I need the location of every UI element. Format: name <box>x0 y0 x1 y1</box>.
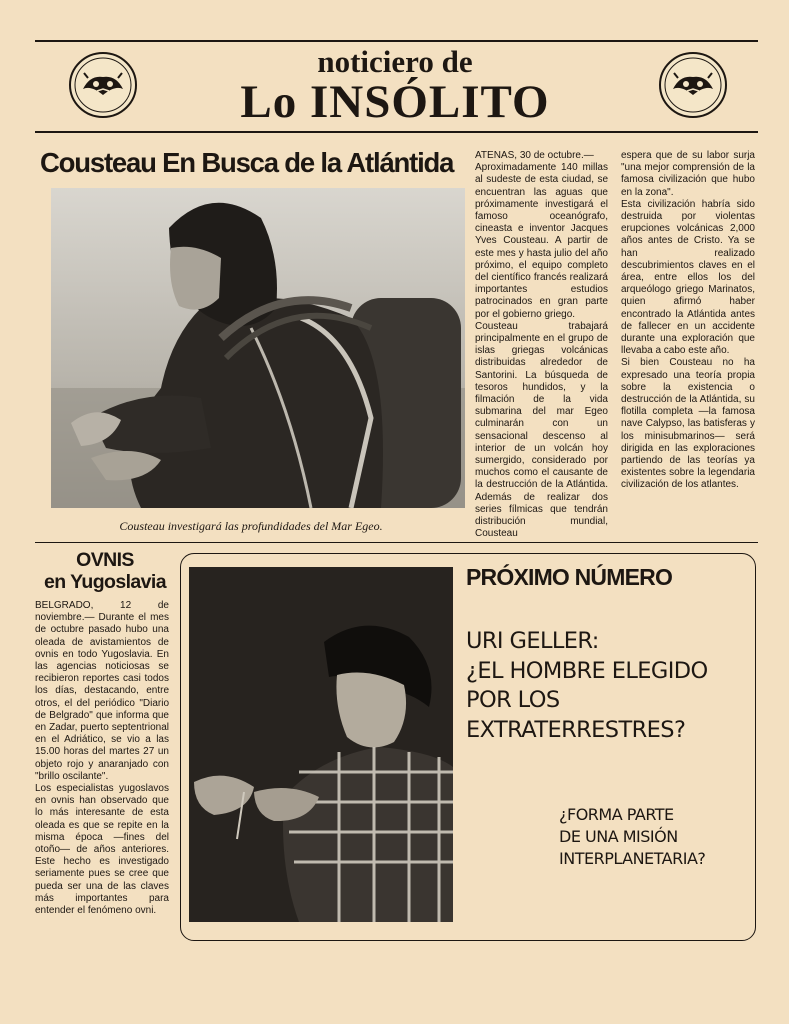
ovnis-headline <box>30 549 180 593</box>
section-divider <box>35 542 758 543</box>
next-issue-headline <box>466 627 756 745</box>
next-issue-subheadline-line: INTERPLANETARIA? <box>559 849 706 868</box>
cousteau-photo <box>51 188 465 508</box>
masthead-top-rule <box>35 40 758 42</box>
cousteau-headline: Cousteau En Busca de la Atlántida <box>40 147 454 178</box>
masthead-title-line1: noticiero de <box>317 44 473 79</box>
ovnis-headline-line1: OVNIS <box>76 549 134 571</box>
next-issue-subheadline-line: ¿FORMA PARTE <box>559 805 674 824</box>
cousteau-article-column-2: espera que de su labor surja "una mejor comprensión de la famosa civilización que hubo en la zona". Esta civilización habría sido destruida por violentas erupciones volcánicas 2,000 años antes de Cristo. Ya se han realizado descubrimientos claves en el área, entre ellos los del arqueólogo griego Marinatos, quien afirmó haber encontrado la Atlántida antes de fallecer en un accidente durante una exploración que llevaba a cabo este año. Si bien Cousteau no ha expresado una teoría propia sobre la existencia o destrucción de la Atlántida, su flotilla completa —la famosa nave Calypso, las batisferas y los minisubmarinos— será dirigida en las exploraciones partiendo de las teorías ya existentes sobre la legendaria civilización de los atlantes. <box>621 150 755 491</box>
publisher-logo-right <box>658 51 728 119</box>
next-issue-headline-line: ¿EL HOMBRE ELEGIDO <box>466 657 708 684</box>
publisher-logo-left <box>68 51 138 119</box>
next-issue-subheadline-line: DE UNA MISIÓN <box>559 827 678 846</box>
next-issue-headline-line: POR LOS <box>466 687 560 713</box>
next-issue-headline-line: EXTRATERRESTRES? <box>466 716 686 743</box>
ovnis-article-body: BELGRADO, 12 de noviembre.— Durante el mes de octubre pasado hubo una oleada de avistamientos de ovnis en todo Yugoslavia. En las agencias noticiosas se recibieron reportes casi todos los días, destacando, entre otros, el del periódico "Diario de Belgrado" que informa que en Zadar, puerto septentrional en el Adriático, se vio a las 15.00 horas del martes 27 un objeto rojo y anaranjado con "brillo oscilante". Los especialistas yugoslavos en ovnis han observado que lo más interesante de esta oleada es que se repite en la misma época —fines del otoño— de años anteriores. Este hecho es investigado seriamente pues se cree que pueda ser una de las claves más importantes para entender el fenómeno ovni. <box>35 600 169 917</box>
next-issue-headline-line: URI GELLER: <box>466 628 599 654</box>
cousteau-photo-caption: Cousteau investigará las profundidades del Mar Egeo. <box>119 519 383 533</box>
masthead-bottom-rule <box>35 131 758 133</box>
next-issue-subheadline <box>559 804 754 870</box>
ovnis-headline-line2: en Yugoslavia <box>44 571 166 593</box>
cousteau-article-column-1: ATENAS, 30 de octubre.— Aproximadamente 140 millas al sudeste de esta ciudad, se encuentran las aguas que próximamente investigará el famoso oceanógrafo, cineasta e inventor Jacques Yves Cousteau. A partir de este mes y hasta julio del año próximo, el equipo completo del científico francés realizará importantes estudios patrocinados en gran parte por el gobierno griego. Cousteau trabajará principalmente en el grupo de islas griegas volcánicas distribuidas alrededor de Santorini. La búsqueda de tesoros hundidos, y la filmación de la vida submarina del mar Egeo culminarán con un sensacional descenso al interior de un volcán hoy sumergido, considerado por muchos como el causante de la destrucción de la Atlántida. Además de realizar dos series fílmicas que tendrán distribución mundial, Cousteau <box>475 150 608 540</box>
masthead-title-line2: Lo INSÓLITO <box>240 76 550 128</box>
next-issue-label: PRÓXIMO NÚMERO <box>466 564 673 590</box>
uri-geller-photo <box>189 567 453 922</box>
